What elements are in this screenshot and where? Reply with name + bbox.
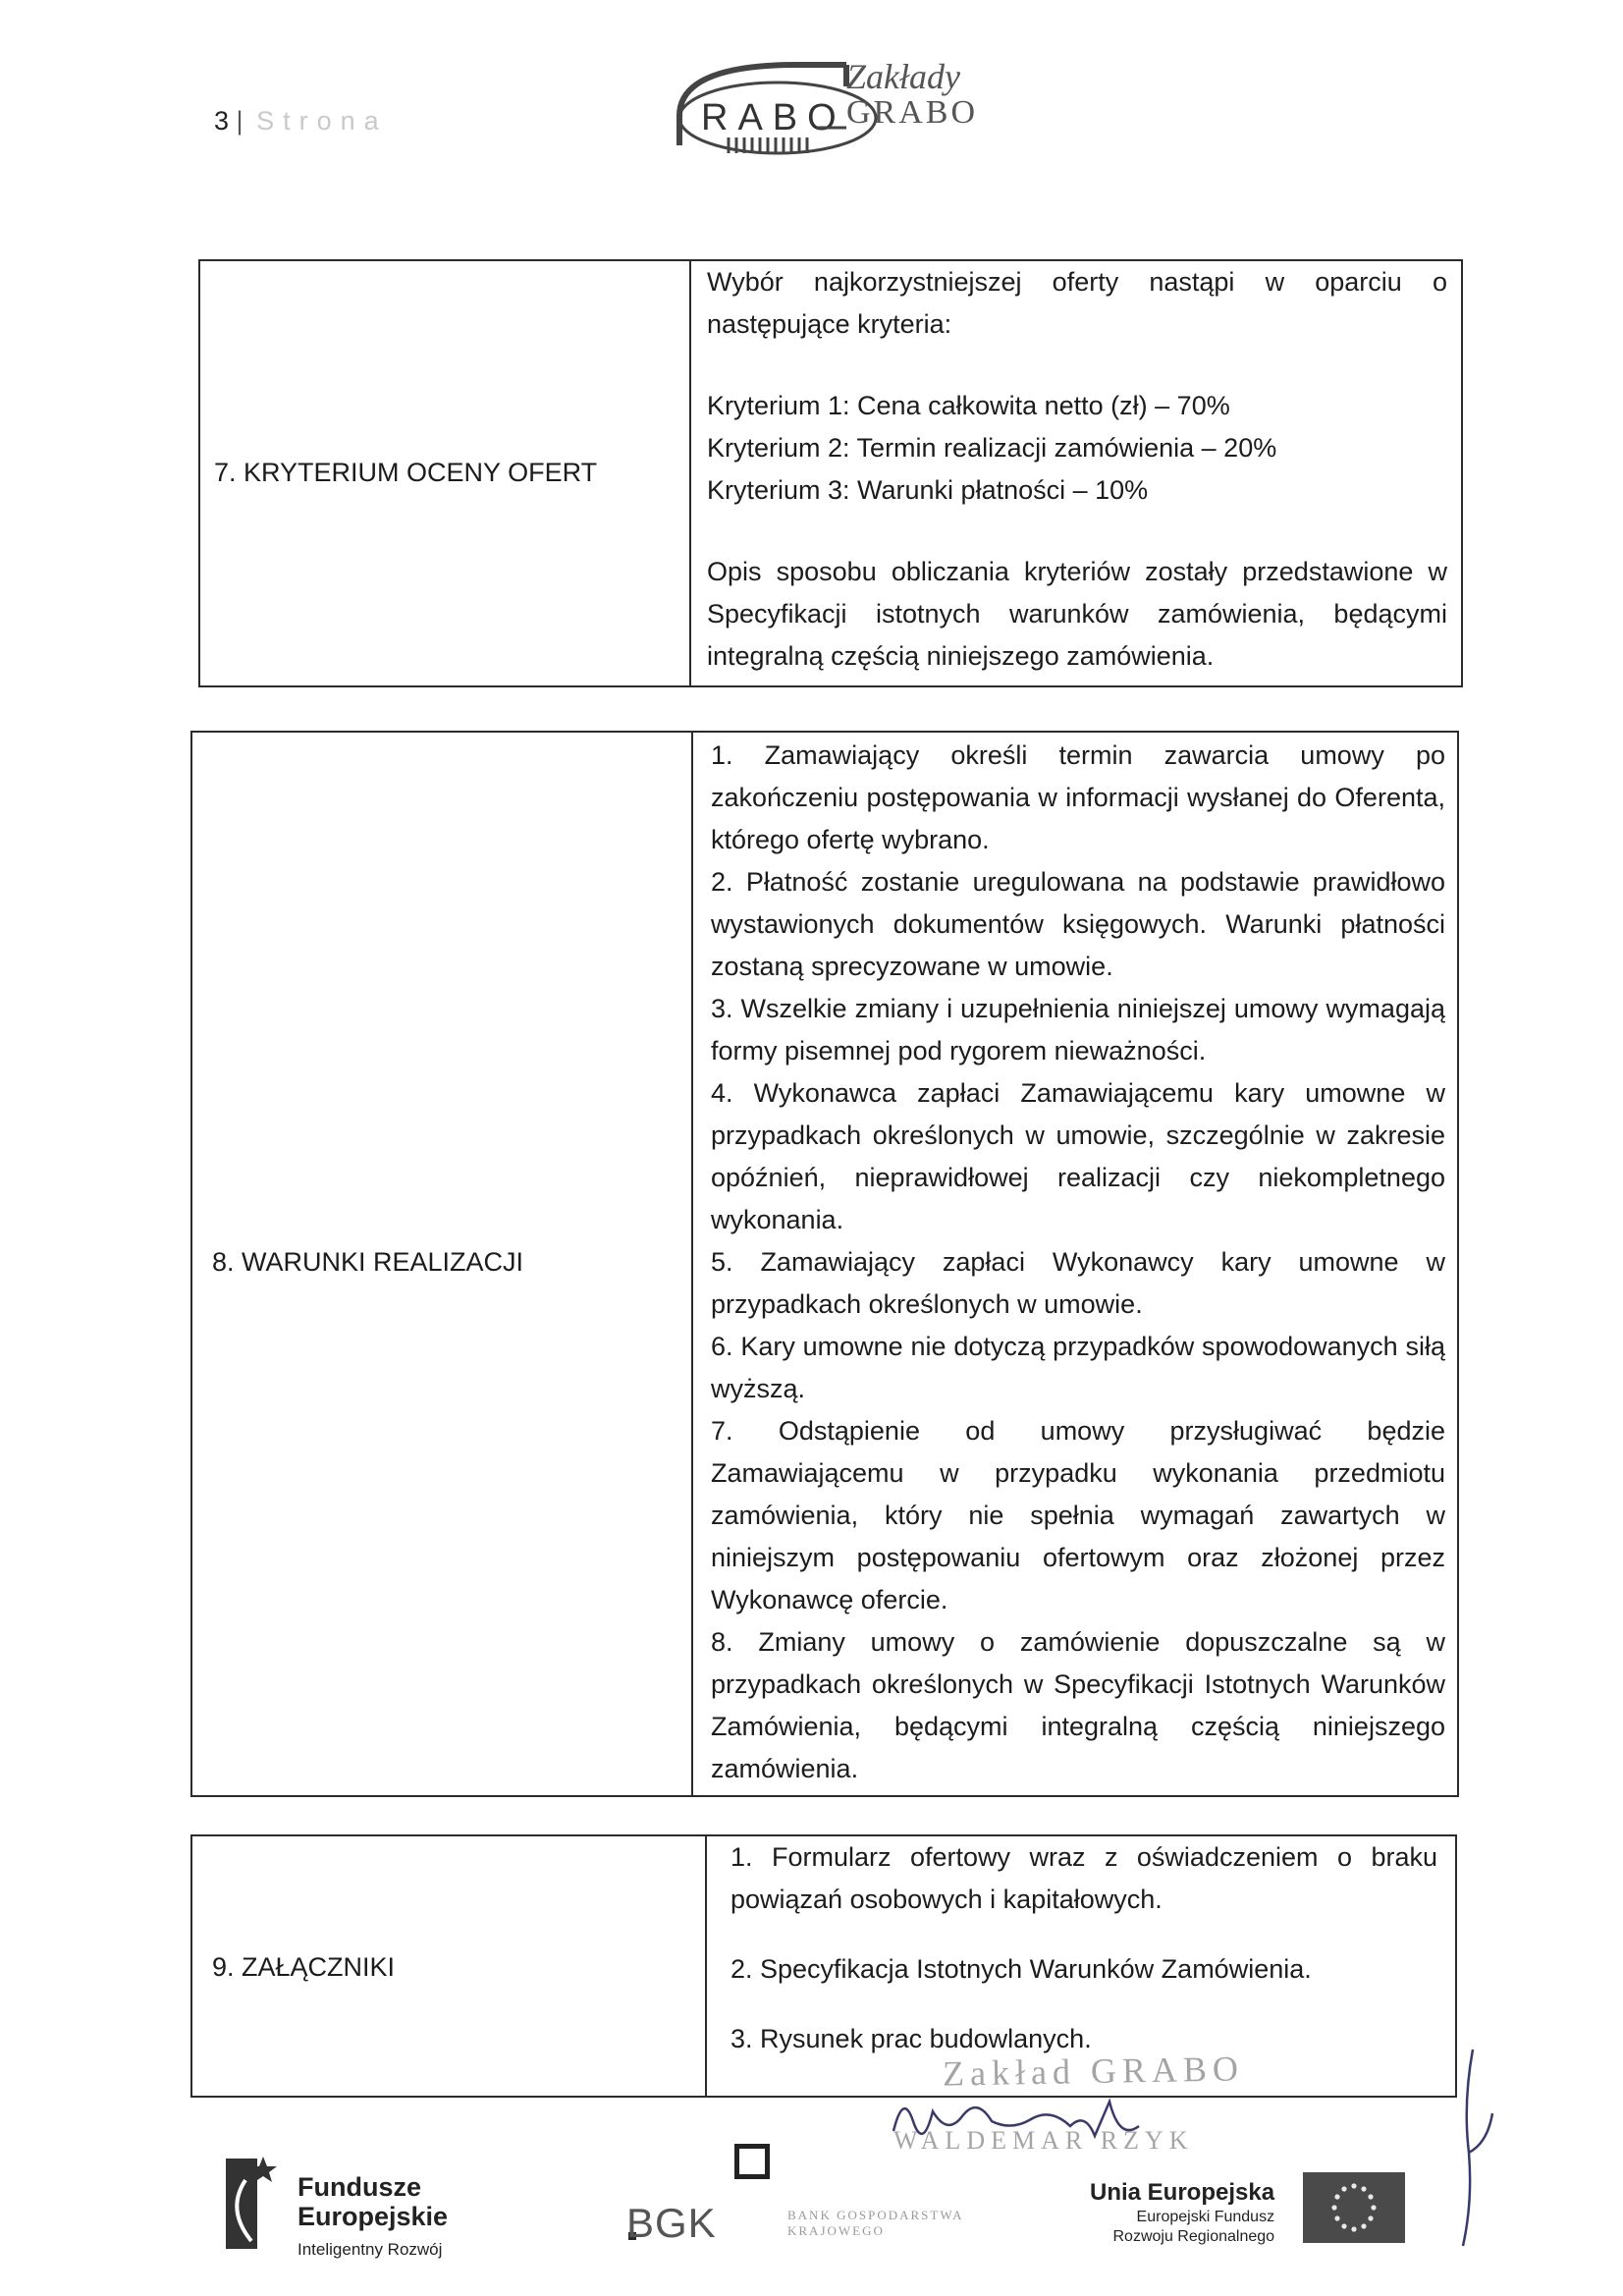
section-7-label: 7. KRYTERIUM OCENY OFERT: [214, 458, 598, 487]
section-8-content: [711, 735, 1445, 1790]
section-9-paragraph: 2. Specyfikacja Istotnych Warunków Zamówienia.: [730, 1954, 1312, 1984]
section-9-table: [190, 1834, 1457, 2098]
section-8-paragraph: 2. Płatność zostanie uregulowana na podstawie prawidłowo wystawionych dokumentów księgowych. Warunki płatności zostaną sprecyzowane w umowie.: [711, 867, 1445, 981]
fe-title-line1: Fundusze: [298, 2172, 421, 2202]
signature: [874, 2082, 1286, 2160]
person-stamp: WALDEMAR RZYK: [893, 2126, 1194, 2155]
company-name: [846, 59, 978, 132]
ue-sub2: Rozwoju Regionalnego: [1112, 2228, 1275, 2245]
page-word: Strona: [256, 106, 388, 136]
section-8-paragraph: 5. Zamawiający zapłaci Wykonawcy kary umowne w przypadkach określonych w umowie.: [711, 1247, 1445, 1319]
section-7-paragraph: Wybór najkorzystniejszej oferty nastąpi w oparciu o następujące kryteria:: [707, 267, 1447, 339]
page-number-value: 3: [214, 106, 230, 136]
ue-sub1: Europejski Fundusz: [1136, 2209, 1275, 2225]
page-number: [214, 106, 388, 137]
bgk-square-icon: [734, 2144, 770, 2179]
fe-subtitle: Inteligentny Rozwój: [298, 2240, 443, 2259]
section-8-paragraph: 3. Wszelkie zmiany i uzupełnienia niniejszej umowy wymagają formy pisemnej pod rygorem nieważności.: [711, 994, 1445, 1066]
initials-signature: [1434, 2045, 1502, 2251]
company-stamp: Zakład GRABO: [942, 2049, 1245, 2094]
fundusze-europejskie-text: [298, 2172, 448, 2265]
section-9-content: [730, 1836, 1437, 2060]
section-9-paragraph: 1. Formularz ofertowy wraz z oświadczeniem o braku powiązań osobowych i kapitałowych.: [730, 1842, 1437, 1914]
bgk-abbr: BGK: [626, 2200, 717, 2246]
section-8-paragraph: 1. Zamawiający określi termin zawarcia umowy po zakończeniu postępowania w informacji wysłanej do Oferenta, którego ofertę wybrano.: [711, 740, 1445, 854]
bgk-name-line2: KRAJOWEGO: [787, 2223, 885, 2238]
section-8-paragraph: 8. Zmiany umowy o zamówienie dopuszczalne są w przypadkach określonych w Specyfikacji Istotnych Warunków Zamówienia, będącymi integralną częścią niniejszego zamówienia.: [711, 1627, 1445, 1783]
unia-europejska-text: [1090, 2178, 1274, 2247]
bgk-name: [787, 2208, 964, 2239]
section-8-paragraph: 4. Wykonawca zapłaci Zamawiającemu kary umowne w przypadkach określonych w umowie, szczególnie w zakresie opóźnień, nieprawidłowej realizacji czy niekompletnego wykonania.: [711, 1078, 1445, 1234]
fundusze-europejskie-logo: [226, 2151, 304, 2257]
section-7-paragraph: Kryterium 3: Warunki płatności – 10%: [707, 475, 1149, 505]
section-8-label: 8. WARUNKI REALIZACJI: [212, 1247, 524, 1277]
bgk-name-line1: BANK GOSPODARSTWA: [787, 2208, 964, 2222]
section-9-label: 9. ZAŁĄCZNIKI: [212, 1952, 396, 1982]
section-8-paragraph: 7. Odstąpienie od umowy przysługiwać będzie Zamawiającemu w przypadku wykonania przedmiotu zamówienia, który nie spełnia wymagań zawartych w niniejszym postępowaniu ofertowym oraz złożonej przez Wykonawcę ofercie.: [711, 1416, 1445, 1614]
eu-flag-icon: [1303, 2172, 1405, 2243]
section-7-paragraph: Kryterium 2: Termin realizacji zamówienia – 20%: [707, 433, 1277, 463]
section-7-paragraph: Opis sposobu obliczania kryteriów zostały przedstawione w Specyfikacji istotnych warunków zamówienia, będącymi integralną częścią niniejszego zamówienia.: [707, 557, 1447, 671]
section-7-paragraph: Kryterium 1: Cena całkowita netto (zł) – 70%: [707, 391, 1230, 420]
section-7-table: [198, 259, 1463, 687]
fe-title-line2: Europejskie: [298, 2202, 449, 2231]
section-7-content: [707, 261, 1447, 678]
ue-title: Unia Europejska: [1090, 2179, 1275, 2206]
section-8-table: [190, 731, 1459, 1797]
section-9-paragraph: 3. Rysunek prac budowlanych.: [730, 2024, 1092, 2053]
logo-text: RABO: [701, 97, 846, 138]
company-line1: Zakłady: [846, 57, 960, 96]
company-line2: GRABO: [846, 94, 979, 131]
section-8-paragraph: 6. Kary umowne nie dotyczą przypadków spowodowanych siłą wyższą.: [711, 1332, 1445, 1403]
page-number-separator: |: [236, 106, 243, 136]
